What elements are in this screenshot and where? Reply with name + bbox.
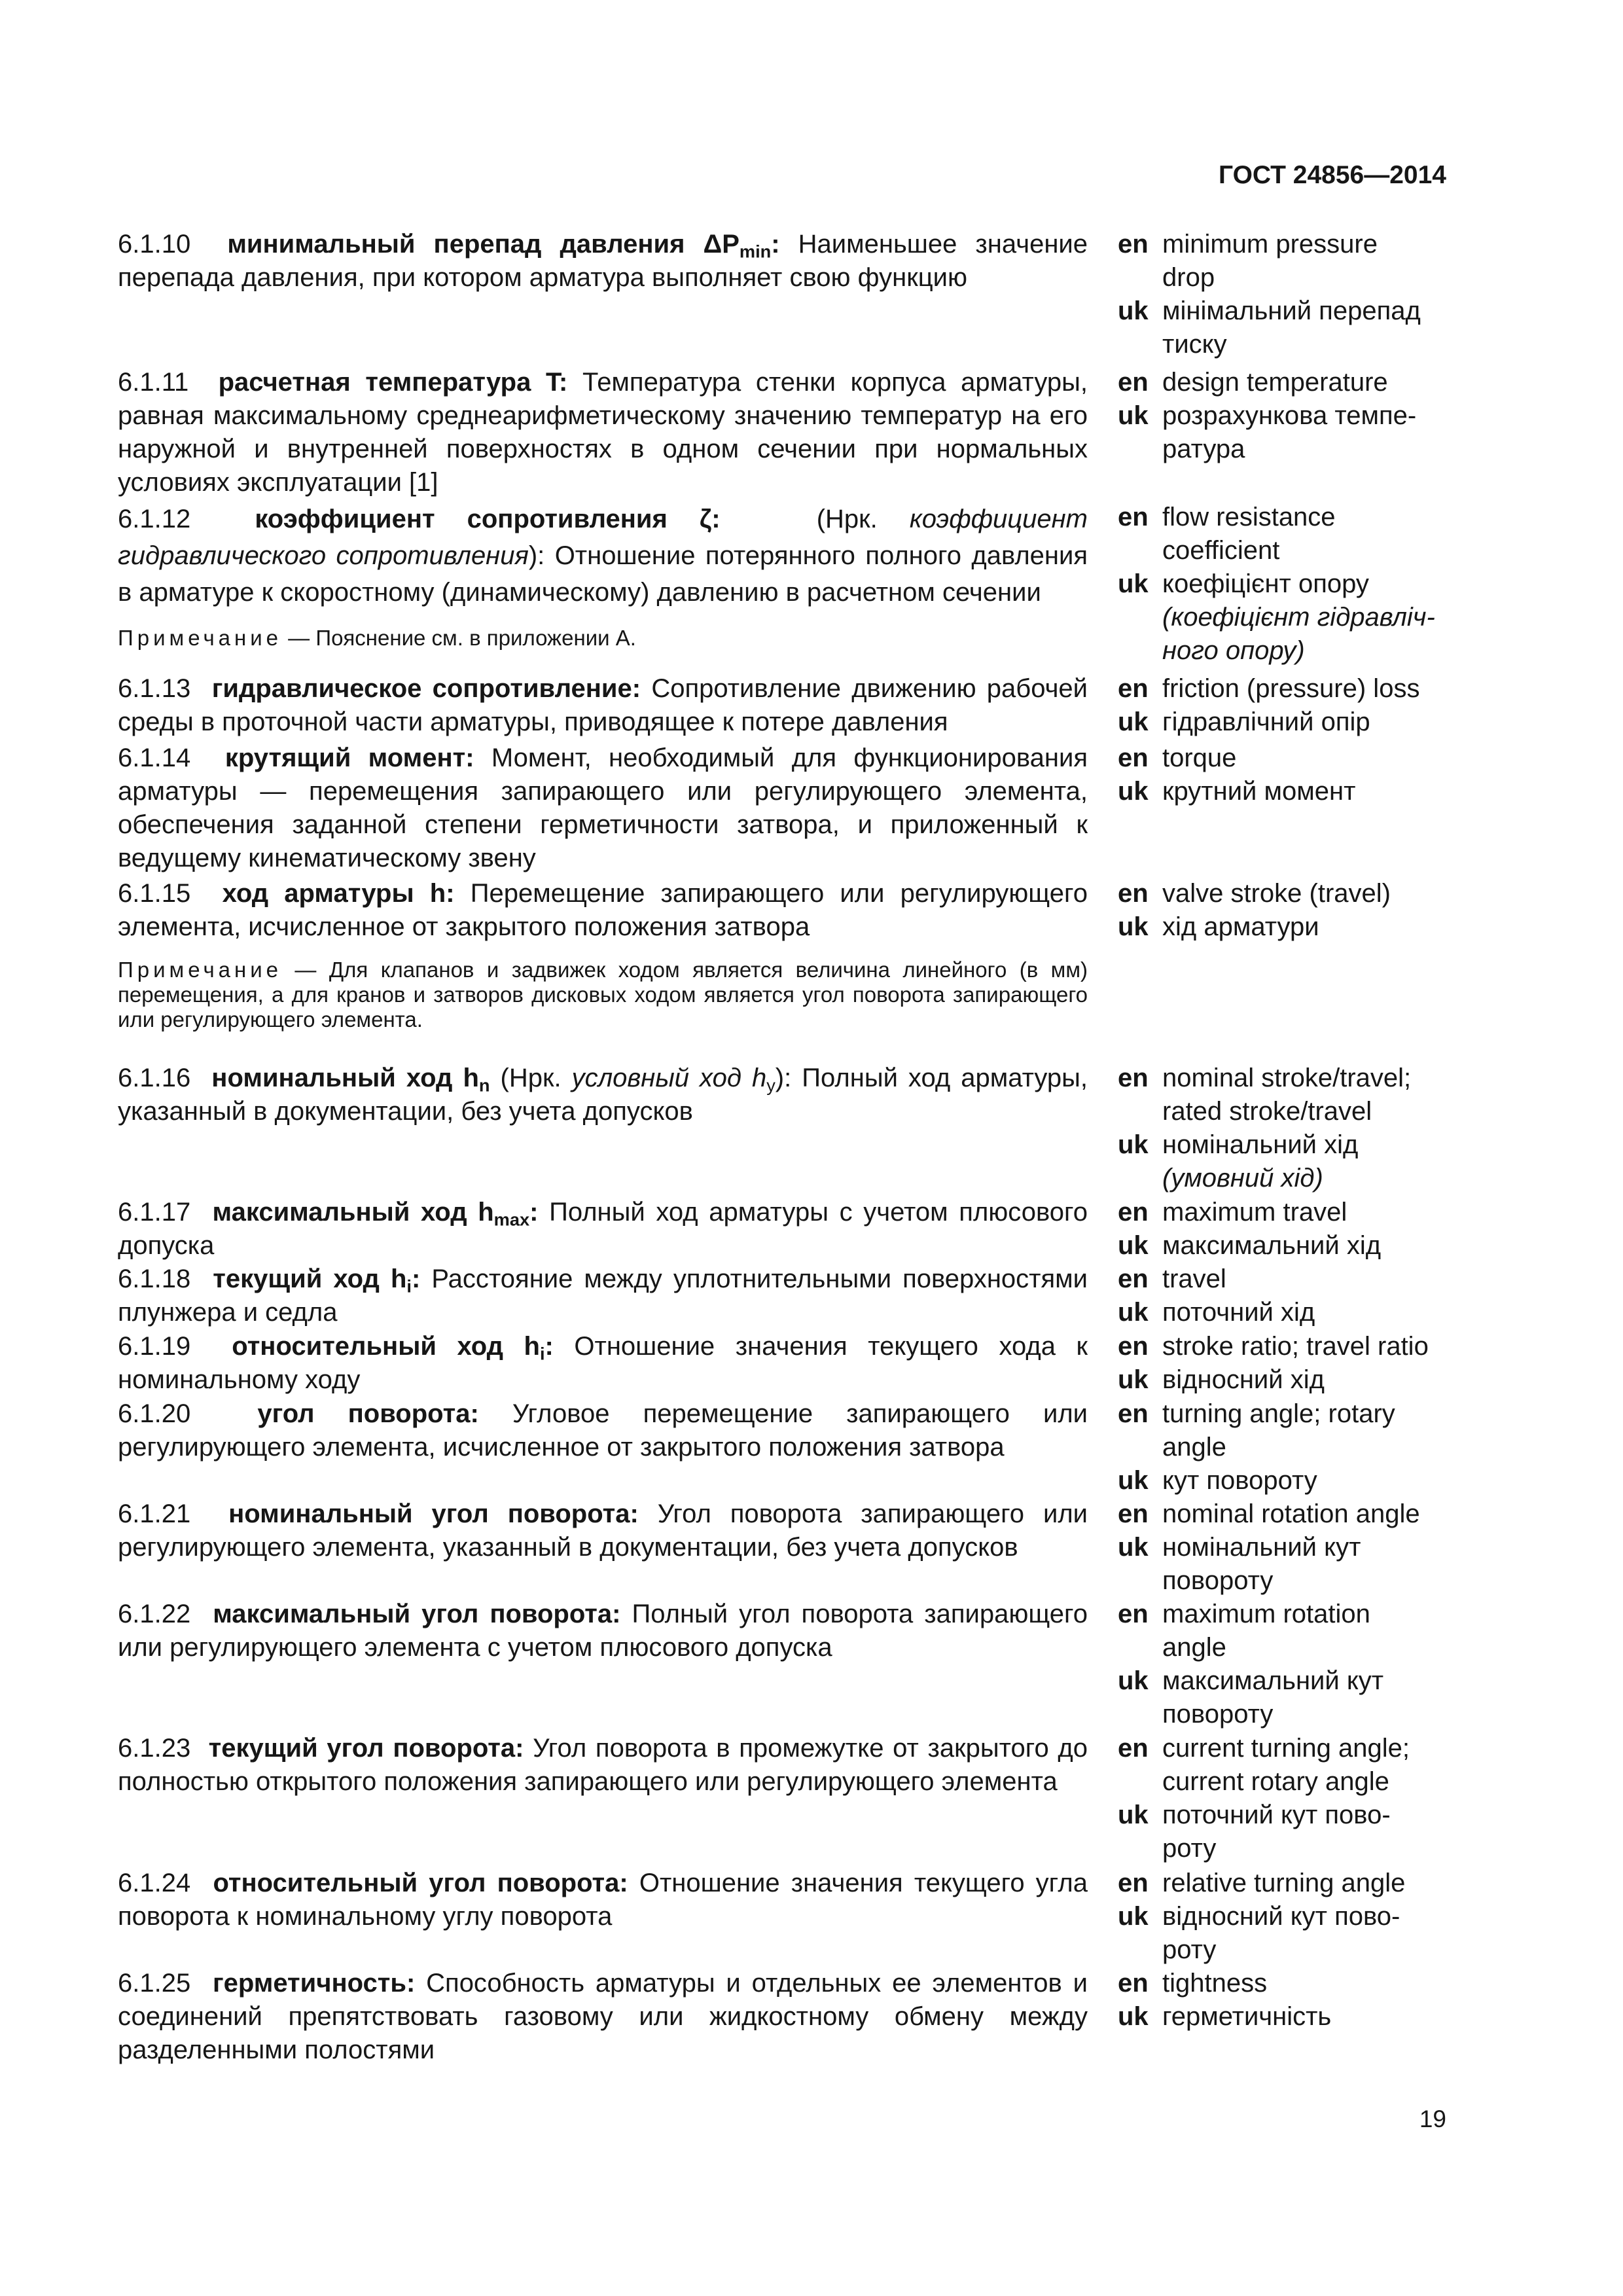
note-6-1-12: Примечание — Пояснение см. в приложении А. [118,626,636,650]
term-6-1-14: 6.1.14 крутящий момент: Момент, необходимый для функционирования арматуры — перемещения запирающего или регулирующего элемента, обеспечения заданной степени герметичности затвора, и приложенный к ведущему кинематическому звену [118,744,1088,872]
term-6-1-23: 6.1.23 текущий угол поворота: Угол поворота в промежутке от закрытого до полностью открытого положения запирающего или регулирующего элемента [118,1734,1088,1796]
term-6-1-19: 6.1.19 относительный ход $h_i$: Отношение значения текущего хода к номинальному ходу [118,1332,1088,1394]
translation-6-1-17: en maximum travel uk максимальний хід [1118,1198,1382,1260]
translation-6-1-14: en torque uk крутний момент [1118,744,1356,806]
term-6-1-18: 6.1.18 текущий ход $h_i$: Расстояние между уплотнительными поверхностями плунжера и седла [118,1265,1088,1327]
translation-6-1-18: en travel uk поточний хід [1118,1265,1315,1327]
translation-6-1-10: en minimum pressure drop uk мінімальний перепад тиску [1118,230,1421,359]
term-6-1-22: 6.1.22 максимальный угол поворота: Полный угол поворота запирающего или регулирующего элемента с учетом плюсового допуска [118,1600,1088,1662]
term-6-1-17: 6.1.17 максимальный ход $h_{max}$: Полный ход арматуры с учетом плюсового допуска [118,1198,1088,1260]
translation-6-1-12: en flow resistance coefficient uk коефіцієнт опору (коефіцієнт гідравліч- ного опору) [1118,503,1435,665]
term-6-1-12: 6.1.12 коэффициент сопротивления ζ: (Нрк. коэффициент гидравлического сопротивления): Отношение потерянного полного давления в арматуре к скоростному (динамическому) давлению в расчетном сечении [118,505,1088,607]
term-6-1-13: 6.1.13 гидравлическое сопротивление: Сопротивление движению рабочей среды в проточной части арматуры, приводящее к потере давления [118,674,1088,736]
translation-6-1-19: en stroke ratio; travel ratio uk відносний хід [1118,1332,1429,1394]
term-6-1-10: 6.1.10 минимальный перепад давления $\Delta P_{min}$: Наименьшее значение перепада давления, при котором арматура выполняет свою функцию [118,230,1088,292]
translation-6-1-11: en design temperature uk розрахункова темпе- ратура [1118,368,1417,463]
term-6-1-24: 6.1.24 относительный угол поворота: Отношение значения текущего угла поворота к номинальному углу поворота [118,1869,1088,1931]
translation-6-1-15: en valve stroke (travel) uk хід арматури [1118,879,1391,941]
note-6-1-15: Примечание — Для клапанов и задвижек ходом является величина линейного (в мм) перемещения, а для кранов и затворов дисковых ходом является угол поворота запирающего или регулирующего элемента. [118,958,1088,1031]
term-6-1-20: 6.1.20 угол поворота: Угловое перемещение запирающего или регулирующего элемента, исчисленное от закрытого положения затвора [118,1399,1088,1462]
translation-6-1-23: en current turning angle; current rotary angle uk поточний кут пово- роту [1118,1734,1410,1863]
translation-6-1-16: en nominal stroke/travel; rated stroke/travel uk номінальний хід (умовний хід) [1118,1064,1412,1193]
term-6-1-21: 6.1.21 номинальный угол поворота: Угол поворота запирающего или регулирующего элемента, указанный в документации, без учета допусков [118,1499,1088,1562]
term-6-1-16: 6.1.16 номинальный ход $h_n$ (Нрк. условный ход $h_y$): Полный ход арматуры, указанный в документации, без учета допусков [118,1064,1088,1126]
translation-6-1-21: en nominal rotation angle uk номінальний кут повороту [1118,1499,1420,1595]
page-number: 19 [1419,2106,1446,2132]
translation-6-1-25: en tightness uk герметичність [1118,1969,1332,2031]
standard-header: ГОСТ 24856—2014 [1219,161,1446,189]
translation-6-1-13: en friction (pressure) loss uk гідравлічний опір [1118,674,1420,736]
translation-6-1-20: en turning angle; rotary angle uk кут повороту [1118,1399,1395,1495]
term-6-1-25: 6.1.25 герметичность: Способность арматуры и отдельных ее элементов и соединений препятствовать газовому или жидкостному обмену между разделенными полостями [118,1969,1088,2064]
translation-6-1-24: en relative turning angle uk відносний кут пово- роту [1118,1869,1406,1964]
term-6-1-11: 6.1.11 расчетная температура T: Температура стенки корпуса арматуры, равная максимальному среднеарифметическому значению температур на его наружной и внутренней поверхностях в одном сечении при нормальных условиях эксплуатации [1] [118,368,1088,497]
translation-6-1-22: en maximum rotation angle uk максимальний кут повороту [1118,1600,1384,1729]
term-6-1-15: 6.1.15 ход арматуры h: Перемещение запирающего или регулирующего элемента, исчисленное от закрытого положения затвора [118,879,1088,941]
